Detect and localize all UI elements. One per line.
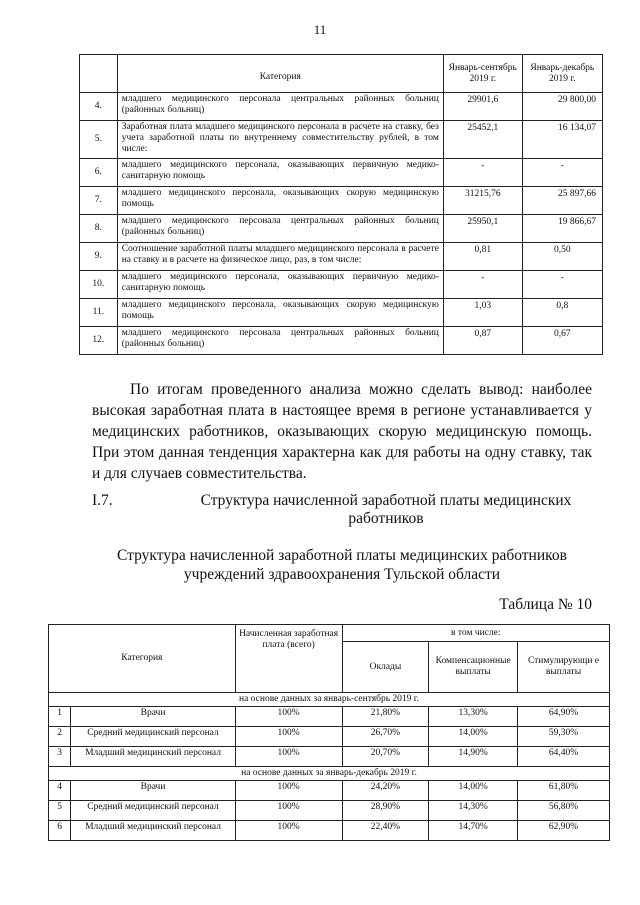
row-number: 4 xyxy=(49,781,71,801)
table-row xyxy=(49,801,610,821)
table-row xyxy=(49,707,610,727)
row-total: 100% xyxy=(235,821,342,841)
row-number: 4. xyxy=(80,93,118,121)
row-description: младшего медицинского персонала центральных районных больниц (районных больниц) xyxy=(117,215,443,243)
row-incentive: 64,40% xyxy=(517,747,609,767)
row-compensation: 14,00% xyxy=(429,781,518,801)
row-salary: 21,80% xyxy=(342,707,429,727)
header-period-jan-sep: Январь-сентябрь 2019 г. xyxy=(443,55,522,93)
row-value-jan-dec: 29 800,00 xyxy=(522,93,602,121)
row-salary: 22,40% xyxy=(342,821,429,841)
row-incentive: 56,80% xyxy=(517,801,609,821)
row-category: Младший медицинский персонал xyxy=(71,821,235,841)
row-category: Врачи xyxy=(71,781,235,801)
table-row xyxy=(80,243,603,271)
analysis-paragraph: По итогам проведенного анализа можно сделать вывод: наиболее высокая заработная плата в настоящее время в регионе устанавливается у медицинских работников, оказывающих скорую медицинскую помощь. При этом данная тенденция характерна как для работы на одну ставку, так и для случаев совместительства. xyxy=(92,381,592,482)
header-total: Начисленная заработная плата (всего) xyxy=(235,625,342,693)
table-row xyxy=(80,215,603,243)
row-number: 7. xyxy=(80,187,118,215)
group-label: на основе данных за январь-сентябрь 2019 г. xyxy=(49,693,610,707)
table-row xyxy=(80,327,603,355)
row-value-jan-sep: - xyxy=(443,159,522,187)
row-value-jan-sep: 0,87 xyxy=(443,327,522,355)
row-value-jan-dec: 0,50 xyxy=(522,243,602,271)
row-description: младшего медицинского персонала центральных районных больниц (районных больниц) xyxy=(117,93,443,121)
row-value-jan-dec: 0,67 xyxy=(522,327,602,355)
table-row xyxy=(49,747,610,767)
row-number: 2 xyxy=(49,727,71,747)
wage-table-continuation xyxy=(79,54,603,355)
row-number: 12. xyxy=(80,327,118,355)
row-value-jan-sep: - xyxy=(443,271,522,299)
row-compensation: 14,30% xyxy=(429,801,518,821)
row-number: 5 xyxy=(49,801,71,821)
section-number: I.7. xyxy=(92,492,113,509)
row-incentive: 62,90% xyxy=(517,821,609,841)
row-value-jan-sep: 31215,76 xyxy=(443,187,522,215)
table-title: Структура начисленной заработной платы медицинских работников учреждений здравоохранения Тульской области xyxy=(117,547,567,583)
row-number: 1 xyxy=(49,707,71,727)
row-description: Заработная плата младшего медицинского персонала в расчете на ставку, без учета заработной платы по внутреннему совместительству рублей, в том числе: xyxy=(117,121,443,159)
header-compensation: Компенсационные выплаты xyxy=(429,642,518,693)
table-row xyxy=(49,727,610,747)
row-description: Соотношение заработной платы младшего медицинского персонала в расчете на ставку и в расчете на физическое лицо, раз, в том числе: xyxy=(117,243,443,271)
row-value-jan-sep: 0,81 xyxy=(443,243,522,271)
row-value-jan-dec: 16 134,07 xyxy=(522,121,602,159)
header-including: в том числе: xyxy=(342,625,609,642)
group-label-row xyxy=(49,693,610,707)
row-number: 10. xyxy=(80,271,118,299)
header-category: Категория xyxy=(117,55,443,93)
row-incentive: 61,80% xyxy=(517,781,609,801)
row-description: младшего медицинского персонала, оказывающих первичную медико-санитарную помощь xyxy=(117,271,443,299)
row-value-jan-dec: 25 897,66 xyxy=(522,187,602,215)
row-description: младшего медицинского персонала центральных районных больниц (районных больниц) xyxy=(117,327,443,355)
row-total: 100% xyxy=(235,781,342,801)
row-salary: 24,20% xyxy=(342,781,429,801)
group-label: на основе данных за январь-декабрь 2019 г. xyxy=(49,767,610,781)
row-compensation: 14,70% xyxy=(429,821,518,841)
row-compensation: 14,00% xyxy=(429,727,518,747)
row-value-jan-sep: 25452,1 xyxy=(443,121,522,159)
row-compensation: 13,30% xyxy=(429,707,518,727)
row-total: 100% xyxy=(235,747,342,767)
table-row xyxy=(80,271,603,299)
table-header-row xyxy=(80,55,603,93)
row-value-jan-dec: - xyxy=(522,271,602,299)
row-description: младшего медицинского персонала, оказывающих первичную медико-санитарную помощь xyxy=(117,159,443,187)
header-period-jan-dec: Январь-декабрь 2019 г. xyxy=(522,55,602,93)
header-num-cell xyxy=(80,55,118,93)
group-label-row xyxy=(49,767,610,781)
row-number: 6 xyxy=(49,821,71,841)
row-number: 8. xyxy=(80,215,118,243)
row-value-jan-sep: 1,03 xyxy=(443,299,522,327)
row-total: 100% xyxy=(235,801,342,821)
table-header-row xyxy=(49,625,610,642)
row-incentive: 59,30% xyxy=(517,727,609,747)
row-description: младшего медицинского персонала, оказывающих скорую медицинскую помощь xyxy=(117,187,443,215)
row-salary: 26,70% xyxy=(342,727,429,747)
row-category: Младший медицинский персонал xyxy=(71,747,235,767)
row-total: 100% xyxy=(235,707,342,727)
row-salary: 28,90% xyxy=(342,801,429,821)
section-title: Структура начисленной заработной платы медицинских работников xyxy=(200,492,572,527)
row-value-jan-sep: 25950,1 xyxy=(443,215,522,243)
header-incentive: Стимулирующи е выплаты xyxy=(517,642,609,693)
row-category: Средний медицинский персонал xyxy=(71,727,235,747)
row-number: 5. xyxy=(80,121,118,159)
table-row xyxy=(80,93,603,121)
table-row xyxy=(80,299,603,327)
row-category: Врачи xyxy=(71,707,235,727)
row-total: 100% xyxy=(235,727,342,747)
table-label: Таблица № 10 xyxy=(499,596,592,613)
table-row xyxy=(80,187,603,215)
table-row xyxy=(49,821,610,841)
row-value-jan-dec: 19 866,67 xyxy=(522,215,602,243)
row-value-jan-dec: - xyxy=(522,159,602,187)
table-row xyxy=(80,159,603,187)
table-row xyxy=(49,781,610,801)
row-number: 3 xyxy=(49,747,71,767)
row-number: 11. xyxy=(80,299,118,327)
row-salary: 20,70% xyxy=(342,747,429,767)
row-category: Средний медицинский персонал xyxy=(71,801,235,821)
header-salary: Оклады xyxy=(342,642,429,693)
row-number: 6. xyxy=(80,159,118,187)
row-number: 9. xyxy=(80,243,118,271)
page-number: 11 xyxy=(313,22,327,37)
wage-structure-table xyxy=(48,624,610,841)
header-category: Категория xyxy=(49,625,236,693)
table-row xyxy=(80,121,603,159)
row-incentive: 64,90% xyxy=(517,707,609,727)
row-compensation: 14,90% xyxy=(429,747,518,767)
row-description: младшего медицинского персонала, оказывающих скорую медицинскую помощь xyxy=(117,299,443,327)
row-value-jan-dec: 0,8 xyxy=(522,299,602,327)
row-value-jan-sep: 29901,6 xyxy=(443,93,522,121)
